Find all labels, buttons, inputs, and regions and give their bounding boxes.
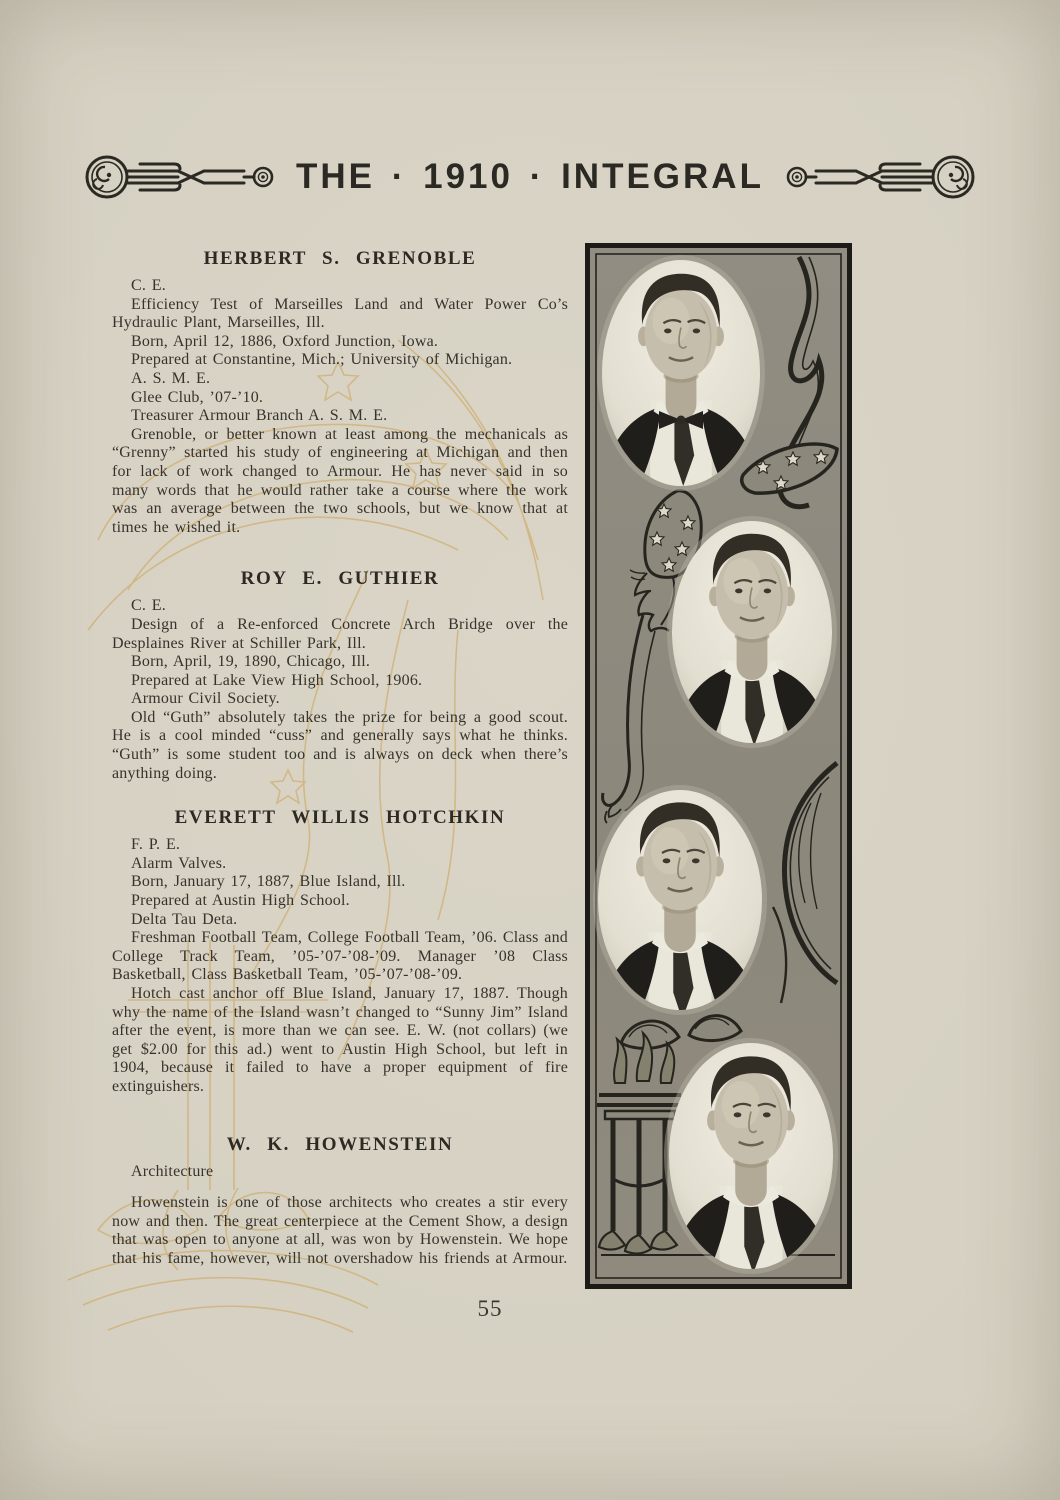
bio-name: W. K. HOWENSTEIN	[226, 1133, 454, 1155]
bio-name: ROY E. GUTHIER	[240, 568, 440, 590]
portrait-panel-art	[585, 243, 852, 1289]
masthead-ornament-left-icon	[82, 153, 280, 201]
bio-thesis: Alarm Valves.	[131, 854, 227, 872]
bio-name: EVERETT WILLIS HOTCHKIN	[174, 807, 506, 829]
bio-section-hotchkin	[112, 807, 568, 1096]
bio-section-guthier	[112, 568, 568, 783]
bio-paragraph: Howenstein is one of those architects who creates a stir every now and then. The great centerpiece at the Cement Show, a design that was open to anyone at all, was won by Howenstein. We hope that his fame, however, will not overshadow his friends at Armour.	[112, 1194, 568, 1267]
masthead-ornament-right-icon	[780, 153, 978, 201]
bio-section-grenoble	[112, 248, 568, 537]
bio-prepared: Prepared at Constantine, Mich.; University of Michigan.	[131, 351, 513, 369]
bio-paragraph: Old “Guth” absolutely takes the prize for being a good scout. He is a cool minded “cuss” and generally says what he thinks. “Guth” is some student too and is always on deck when there’s anything doing.	[112, 708, 568, 782]
bio-paragraph: Grenoble, or better known at least among the mechanicals as “Grenny” started his study of engineering at Michigan and then for lack of work changed to Armour. He has never said in so many words that he would rather take a course where the work was an average between the two schools, but we know that at times he wished it.	[112, 425, 568, 536]
bio-prepared: Prepared at Austin High School.	[131, 892, 350, 910]
bio-society: Armour Civil Society.	[131, 690, 280, 708]
bio-activity: Treasurer Armour Branch A. S. M. E.	[131, 407, 388, 425]
bio-born: Born, April, 19, 1890, Chicago, Ill.	[131, 653, 371, 671]
bio-column	[112, 248, 568, 1300]
bio-born: Born, April 12, 1886, Oxford Junction, Iowa.	[131, 332, 439, 350]
bio-thesis: Design of a Re-enforced Concrete Arch Bridge over the Desplaines River at Schiller Park, Ill.	[112, 615, 568, 652]
bio-society: A. S. M. E.	[131, 369, 211, 387]
masthead	[0, 146, 1060, 208]
bio-born: Born, January 17, 1887, Blue Island, Ill.	[131, 873, 406, 891]
bio-paragraph: Hotch cast anchor off Blue Island, January 17, 1887. Though why the name of the Island wasn’t changed to “Sunny Jim” Island after the event, is more than we can see. E. W. (not collars) (we get $2.00 for this ad.) went to Austin High School, but left in 1904, because it failed to have a proper equipment of fire extinguishers.	[112, 985, 568, 1095]
bio-activities: Freshman Football Team, College Football Team, ’06. Class and College Track Team, ’05-’07-’08-’09. Manager ’08 Class Basketball, Class Basketball Team, ’05-’07-’08-’09.	[112, 929, 568, 984]
bio-degree: C. E.	[131, 597, 166, 615]
portrait-panel	[585, 243, 852, 1294]
bio-fraternity: Delta Tau Deta.	[131, 910, 238, 928]
bio-thesis: Efficiency Test of Marseilles Land and Water Power Co’s Hydraulic Plant, Marseilles, Ill.	[112, 295, 568, 332]
bio-degree: C. E.	[131, 277, 166, 294]
bio-activity: Glee Club, ’07-’10.	[131, 388, 264, 406]
bio-section-howenstein	[112, 1134, 568, 1269]
bio-degree: Architecture	[131, 1162, 214, 1180]
bio-name: HERBERT S. GRENOBLE	[203, 248, 477, 269]
page-number: 55	[477, 1296, 503, 1321]
masthead-title: THE · 1910 · INTEGRAL	[296, 157, 764, 196]
bio-degree: F. P. E.	[131, 836, 181, 854]
bio-prepared: Prepared at Lake View High School, 1906.	[131, 671, 423, 689]
